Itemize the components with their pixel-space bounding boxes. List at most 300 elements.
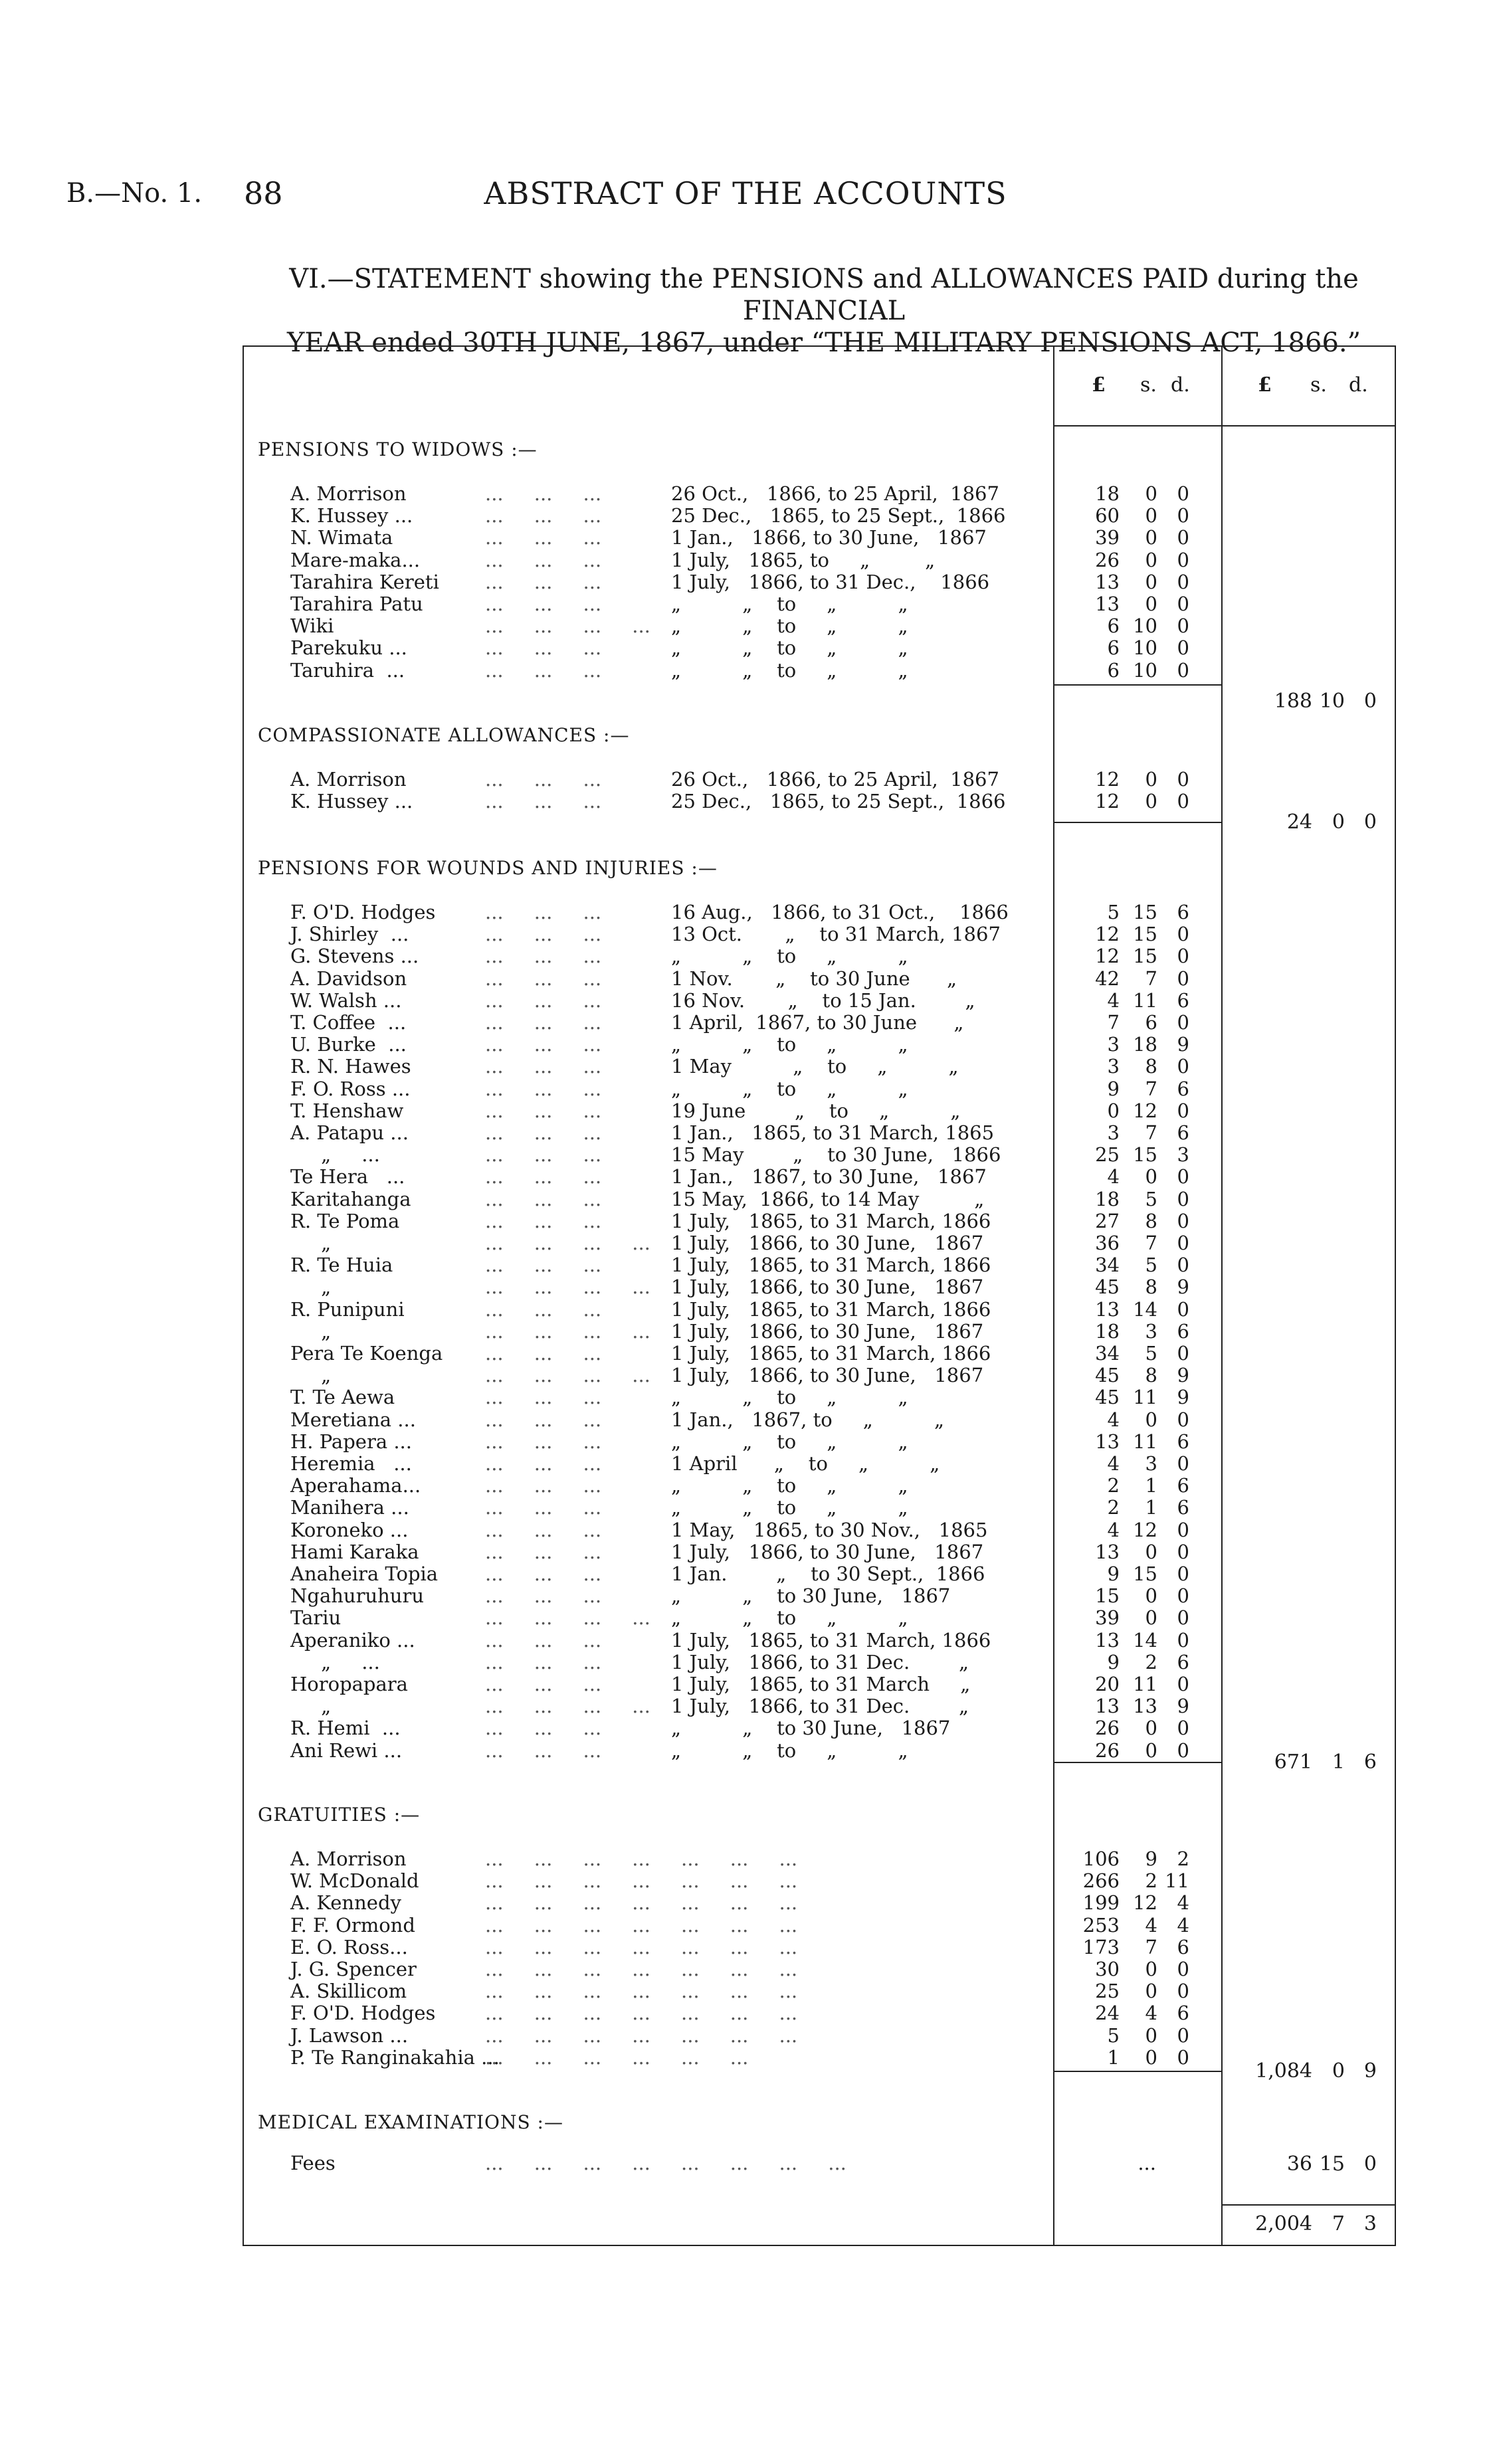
payee-name: Hami Karaka [290,1541,419,1563]
amount-pence: 6 [1177,1474,1189,1497]
amount-pence: 4 [1177,1914,1189,1937]
amount-pounds: 13 [1095,1298,1120,1321]
dot-leader: ... ... ... [485,1165,602,1188]
payee-name: R. Te Poma [290,1210,400,1232]
payee-name: „ [290,1695,332,1717]
dot-leader: ... ... ... [485,1078,602,1100]
amount-pounds: 4 [1107,1165,1120,1188]
amount-shillings: 0 [1145,526,1157,549]
table-row [0,1453,1491,1474]
payment-period: 1 Jan., 1866, to 30 June, 1867 [671,526,987,549]
amount-pounds: 9 [1107,1651,1120,1673]
amount-pence: 0 [1177,659,1189,682]
table-row [0,1100,1491,1121]
payee-name: A. Morrison [290,1848,407,1870]
payment-period: 1 July, 1866, to 31 Dec., 1866 [671,571,990,593]
amount-pence: 9 [1177,1695,1189,1717]
payment-period: 15 May „ to 30 June, 1866 [671,1143,1001,1166]
section-total-pounds: 24 [1286,810,1312,834]
amount-pence: 0 [1177,1606,1189,1629]
table-row [0,1673,1491,1695]
amount-pence: 6 [1177,1078,1189,1100]
amount-pounds: 2 [1107,1496,1120,1519]
amount-pence: 0 [1177,1254,1189,1276]
subtotal-rule [1053,684,1221,686]
amount-shillings: 0 [1145,1739,1157,1762]
payment-period: 26 Oct., 1866, to 25 April, 1867 [671,482,999,505]
amount-shillings: 6 [1145,1011,1157,1034]
section-total-pence: 0 [1363,810,1377,834]
table-row [0,1630,1491,1651]
section-total-pence: 6 [1363,1751,1377,1774]
amount-shillings: 11 [1133,1386,1157,1408]
payee-name: R. N. Hawes [290,1055,411,1078]
amount-shillings: 5 [1145,1188,1157,1210]
amount-pence: 0 [1177,482,1189,505]
payment-period: 1 July, 1865, to 31 March, 1866 [671,1210,991,1232]
statement-line-1: VI.—STATEMENT showing the PENSIONS and ALLOWANCES PAID during the FINANCIAL [289,264,1359,326]
amount-pounds: 13 [1095,571,1120,593]
col2-pence-header: d. [1349,373,1368,397]
amount-pounds: 45 [1095,1386,1120,1408]
amount-pounds: 3 [1107,1033,1120,1056]
dot-leader: ... ... ... ... ... ... ... [485,1980,798,2002]
dot-leader: ... ... ... [485,636,602,659]
payment-period: 26 Oct., 1866, to 25 April, 1867 [671,768,999,791]
payee-name: Tarahira Patu [290,593,423,615]
payment-period: 1 May, 1865, to 30 Nov., 1865 [671,1519,988,1541]
amount-pounds: 18 [1095,482,1120,505]
amount-shillings: 14 [1133,1298,1157,1321]
amount-shillings: 0 [1145,2024,1157,2047]
amount-pounds: 106 [1082,1848,1120,1870]
section-total-shillings: 10 [1319,690,1345,713]
section-total-pence: 0 [1363,2152,1377,2176]
amount-shillings: 7 [1145,967,1157,990]
payee-name: Horopapara [290,1673,408,1695]
amount-shillings: 15 [1133,1563,1157,1585]
amount-pounds: 26 [1095,1739,1120,1762]
amount-shillings: 8 [1145,1210,1157,1232]
table-row [0,1892,1491,1913]
table-row [0,637,1491,658]
payment-period: 1 Nov. „ to 30 June „ [671,967,957,990]
col1-pounds-header: £ [1092,373,1106,397]
payee-name: H. Papera ... [290,1430,412,1453]
amount-shillings: 11 [1133,1430,1157,1453]
amount-pounds: 4 [1107,989,1120,1012]
dot-leader: ... ... ... ... [485,1232,650,1254]
payment-period: 1 July, 1865, to 31 March, 1866 [671,1342,991,1365]
table-row [0,527,1491,548]
col2-pounds-header: £ [1258,373,1272,397]
table-row [0,1210,1491,1232]
payment-period: 1 Jan., 1867, to „ „ [671,1408,945,1431]
payment-period: „ „ to „ „ [671,945,908,967]
amount-pounds: 6 [1107,615,1120,637]
payee-name: A. Morrison [290,768,407,791]
table-row [0,1188,1491,1210]
amount-pounds: 25 [1095,1980,1120,2002]
payee-name: Wiki [290,615,334,637]
dot-leader: ... ... ... ... [485,1606,650,1629]
payee-name: K. Hussey ... [290,504,413,527]
payee-name: Fees [290,2152,336,2174]
table-row [0,571,1491,593]
payment-period: „ „ to „ „ [671,1033,908,1056]
table-row [0,1321,1491,1342]
amount-pounds: 13 [1095,1430,1120,1453]
amount-pence: 0 [1177,1980,1189,2002]
payment-period: 1 July, 1866, to 30 June, 1867 [671,1320,984,1343]
amount-pounds: 4 [1107,1452,1120,1475]
section-total-shillings: 0 [1332,810,1345,834]
amount-pence: 0 [1177,1717,1189,1739]
dot-leader: ... ... ... [485,1408,602,1431]
amount-shillings: 4 [1145,1914,1157,1937]
table-row [0,549,1491,571]
amount-pence: 0 [1177,615,1189,637]
amount-pence: 6 [1177,2002,1189,2024]
amount-shillings: 12 [1133,1099,1157,1122]
amount-pence: 0 [1177,1541,1189,1563]
payment-period: „ „ to „ „ [671,1739,908,1762]
table-row [0,1431,1491,1452]
amount-shillings: 0 [1145,1408,1157,1431]
table-row [0,1607,1491,1628]
dot-leader: ... ... ... [485,1011,602,1034]
dot-leader: ... ... ... [485,1563,602,1585]
dot-leader: ... ... ... ... ... ... [485,2046,749,2069]
amount-pence: 9 [1177,1364,1189,1386]
amount-shillings: 10 [1133,615,1157,637]
table-row [0,660,1491,681]
amount-pence: 0 [1177,1165,1189,1188]
payment-period: „ „ to „ „ [671,1078,908,1100]
payee-name: J. G. Spencer [290,1958,417,1980]
payee-name: T. Henshaw [290,1099,404,1122]
col1-shillings-header: s. [1140,373,1157,397]
dot-leader: ... ... ... [485,1254,602,1276]
payment-period: 1 Jan., 1867, to 30 June, 1867 [671,1165,987,1188]
payee-name: N. Wimata [290,526,393,549]
amount-pence: 0 [1177,1519,1189,1541]
table-row [0,1497,1491,1518]
dot-leader: ... ... ... [485,967,602,990]
amount-pence: 0 [1177,526,1189,549]
amount-pence: 0 [1177,967,1189,990]
amount-pence: 0 [1177,549,1189,571]
amount-pounds: 13 [1095,1629,1120,1652]
section-total-pence: 9 [1363,2059,1377,2083]
amount-pounds: 2 [1107,1474,1120,1497]
dot-leader: ... ... ... [485,1452,602,1475]
amount-shillings: 7 [1145,1232,1157,1254]
payment-period: 1 July, 1866, to 31 Dec. „ [671,1651,969,1673]
payment-period: 1 July, 1866, to 30 June, 1867 [671,1232,984,1254]
amount-pence: 6 [1177,1651,1189,1673]
amount-pence: 3 [1177,1143,1189,1166]
table-row [0,1695,1491,1717]
amount-shillings: 9 [1145,1848,1157,1870]
grand-total-rule [1221,2204,1396,2206]
amount-pence: 0 [1177,636,1189,659]
dot-leader: ... ... ... ... ... ... ... [485,1914,798,1937]
dot-leader: ... ... ... [485,1386,602,1408]
amount-pence: 6 [1177,1496,1189,1519]
payee-name: R. Hemi ... [290,1717,401,1739]
section-heading: COMPASSIONATE ALLOWANCES :— [258,724,630,746]
dot-leader: ... ... ... [485,1584,602,1607]
dot-leader: ... ... ... [485,1143,602,1166]
amount-shillings: 1 [1145,1496,1157,1519]
table-row [0,791,1491,812]
table-row [0,1585,1491,1606]
payment-period: „ „ to „ „ [671,615,908,637]
amount-pence: 6 [1177,901,1189,923]
amount-pounds: 5 [1107,2024,1120,2047]
amount-pounds: 4 [1107,1519,1120,1541]
table-row [0,1078,1491,1099]
amount-pence: 0 [1177,1408,1189,1431]
amount-pounds: 3 [1107,1121,1120,1144]
amount-shillings: 0 [1145,1584,1157,1607]
payee-name: Aperahama... [290,1474,421,1497]
table-row [0,1519,1491,1541]
table-row [0,1870,1491,1891]
payment-period: „ „ to „ „ [671,1430,908,1453]
section-total-pounds: 188 [1274,690,1312,713]
amount-pence: 0 [1177,1629,1189,1652]
amount-shillings: 0 [1145,1958,1157,1980]
amount-pence: 0 [1177,2024,1189,2047]
amount-pence: 0 [1177,1563,1189,1585]
amount-shillings: 0 [1145,1165,1157,1188]
payee-name: K. Hussey ... [290,790,413,812]
amount-pence: 0 [1177,1210,1189,1232]
payment-period: 1 July, 1866, to 30 June, 1867 [671,1276,984,1298]
amount-pounds: 12 [1095,768,1120,791]
payee-name: W. McDonald [290,1869,419,1892]
table-row [0,901,1491,923]
dot-leader: ... ... ... [485,1717,602,1739]
amount-pence: 6 [1177,1430,1189,1453]
payee-name: Pera Te Koenga [290,1342,443,1365]
page-number: 88 [244,175,283,211]
payment-period: 1 April „ to „ „ [671,1452,940,1475]
amount-shillings: 7 [1145,1936,1157,1958]
amount-shillings: 0 [1145,768,1157,791]
section-total-pence: 0 [1363,690,1377,713]
amount-shillings: 0 [1145,790,1157,812]
payee-name: R. Punipuni [290,1298,405,1321]
amount-shillings: 0 [1145,571,1157,593]
table-row [0,483,1491,504]
dot-leader: ... ... ... [485,1541,602,1563]
payee-name: Parekuku ... [290,636,407,659]
dot-leader: ... ... ... ... ... ... ... [485,2024,798,2047]
payment-period: „ „ to „ „ [671,593,908,615]
table-row [0,1652,1491,1673]
amount-shillings: 8 [1145,1055,1157,1078]
dot-leader: ... ... ... [485,901,602,923]
section-total-shillings: 0 [1332,2059,1345,2083]
amount-shillings: 3 [1145,1452,1157,1475]
payee-name: R. Te Huia [290,1254,393,1276]
table-row [0,1144,1491,1165]
table-row [0,1409,1491,1430]
amount-pounds: 39 [1095,1606,1120,1629]
table-row [0,1254,1491,1276]
amount-pounds: 30 [1095,1958,1120,1980]
col1-pence-header: d. [1171,373,1190,397]
payment-period: 19 June „ to „ „ [671,1099,961,1122]
dot-leader: ... ... ... [485,482,602,505]
amount-shillings: 8 [1145,1364,1157,1386]
table-row [0,1299,1491,1320]
amount-pence: 6 [1177,1936,1189,1958]
amount-pounds: 9 [1107,1563,1120,1585]
section-heading: PENSIONS FOR WOUNDS AND INJURIES :— [258,857,718,879]
payee-name: F. F. Ormond [290,1914,415,1937]
table-row [0,505,1491,526]
amount-pence: 0 [1177,2046,1189,2069]
payee-name: Ngahuruhuru [290,1584,425,1607]
table-row [0,1034,1491,1055]
amount-shillings: 2 [1145,1869,1157,1892]
amount-shillings: 0 [1145,549,1157,571]
dot-leader: ... ... ... ... [485,615,650,637]
amount-pence: 0 [1177,1673,1189,1695]
amount-shillings: 11 [1133,989,1157,1012]
payment-period: 1 July, 1866, to 30 June, 1867 [671,1541,984,1563]
amount-pence: 0 [1177,1011,1189,1034]
amount-shillings: 11 [1133,1673,1157,1695]
amount-pounds: 199 [1082,1891,1120,1914]
amount-pounds: 60 [1095,504,1120,527]
dot-leader: ... ... ... ... [485,1364,650,1386]
document-reference: B.—No. 1. [66,178,203,209]
payee-name: Aperaniko ... [290,1629,415,1652]
payee-name: F. O'D. Hodges [290,2002,436,2024]
dot-leader: ... ... ... [485,1298,602,1321]
table-row [0,1386,1491,1408]
payee-name: A. Kennedy [290,1891,401,1914]
table-row [0,1232,1491,1254]
payee-name: Koroneko ... [290,1519,409,1541]
amount-shillings: 15 [1133,923,1157,945]
amount-pounds: 45 [1095,1364,1120,1386]
dot-leader: ... ... ... [485,504,602,527]
payee-name: Karitahanga [290,1188,411,1210]
amount-pounds: 1 [1107,2046,1120,2069]
amount-pence: 0 [1177,1232,1189,1254]
amount-pounds: 13 [1095,593,1120,615]
col2-shillings-header: s. [1310,373,1327,397]
section-total-shillings: 15 [1319,2152,1345,2176]
dot-leader: ... ... ... [485,1739,602,1762]
payee-name: Meretiana ... [290,1408,416,1431]
table-row [0,1122,1491,1143]
grand-total-pounds: 2,004 [1255,2212,1312,2235]
section-heading: GRATUITIES :— [258,1804,421,1826]
payment-period: „ „ to „ „ [671,1496,908,1519]
subtotal-rule [1053,1762,1221,1763]
payment-period: „ „ to „ „ [671,1606,908,1629]
payment-period: „ „ to „ „ [671,1474,908,1497]
payment-period: 1 July, 1865, to 31 March, 1866 [671,1298,991,1321]
dot-leader: ... ... ... [485,1099,602,1122]
payee-name: E. O. Ross... [290,1936,408,1958]
amount-pounds: 13 [1095,1695,1120,1717]
payment-period: 13 Oct. „ to 31 March, 1867 [671,923,1001,945]
amount-shillings: 1 [1145,1474,1157,1497]
section-heading: PENSIONS TO WIDOWS :— [258,438,538,460]
payee-name: A. Morrison [290,482,407,505]
amount-pounds: 24 [1095,2002,1120,2024]
table-row [0,593,1491,615]
dot-leader: ... ... ... [485,989,602,1012]
dot-leader: ... ... ... [485,1342,602,1365]
amount-pounds: 18 [1095,1188,1120,1210]
table-row [0,1541,1491,1563]
amount-pounds: 266 [1082,1869,1120,1892]
amount-shillings: 10 [1133,659,1157,682]
amount-pence: 4 [1177,1891,1189,1914]
amount-pence: 6 [1177,1320,1189,1343]
dot-leader: ... ... ... [485,1121,602,1144]
payment-period: 1 April, 1867, to 30 June „ [671,1011,964,1034]
amount-shillings: 0 [1145,1606,1157,1629]
table-row [0,1980,1491,2002]
amount-pence: 9 [1177,1276,1189,1298]
amount-pence: 0 [1177,1298,1189,1321]
dot-leader: ... ... ... [485,1519,602,1541]
amount-shillings: 15 [1133,945,1157,967]
dot-leader: ... ... ... ... ... ... ... [485,1891,798,1914]
grand-total-shillings: 7 [1332,2212,1345,2235]
dot-leader: ... ... ... [485,945,602,967]
payment-period: 16 Nov. „ to 15 Jan. „ [671,989,975,1012]
amount-pence: 0 [1177,1099,1189,1122]
amount-shillings: 4 [1145,2002,1157,2024]
payment-period: „ „ to „ „ [671,636,908,659]
dot-leader: ... ... ... [485,549,602,571]
payee-name: T. Te Aewa [290,1386,395,1408]
amount-shillings: 7 [1145,1121,1157,1144]
table-row [0,1958,1491,1980]
dot-leader: ... ... ... [485,923,602,945]
dot-leader: ... ... ... [485,1673,602,1695]
table-row [0,1937,1491,1958]
payee-name: „ ... [290,1143,380,1166]
page-title: ABSTRACT OF THE ACCOUNTS [484,175,1007,211]
amount-pence: 0 [1177,1739,1189,1762]
dot-leader: ... ... ... [485,790,602,812]
amount-pounds: 42 [1095,967,1120,990]
amount-pounds: 173 [1082,1936,1120,1958]
amount-pounds: 5 [1107,901,1120,923]
table-row [0,1848,1491,1869]
payment-period: 1 July, 1866, to 31 Dec. „ [671,1695,969,1717]
amount-shillings: 8 [1145,1276,1157,1298]
table-row [0,1276,1491,1297]
amount-shillings: 0 [1145,2046,1157,2069]
payee-name: J. Shirley ... [290,923,409,945]
section-heading: MEDICAL EXAMINATIONS :— [258,2111,563,2133]
amount-shillings: 0 [1145,1717,1157,1739]
table-row [0,1475,1491,1496]
